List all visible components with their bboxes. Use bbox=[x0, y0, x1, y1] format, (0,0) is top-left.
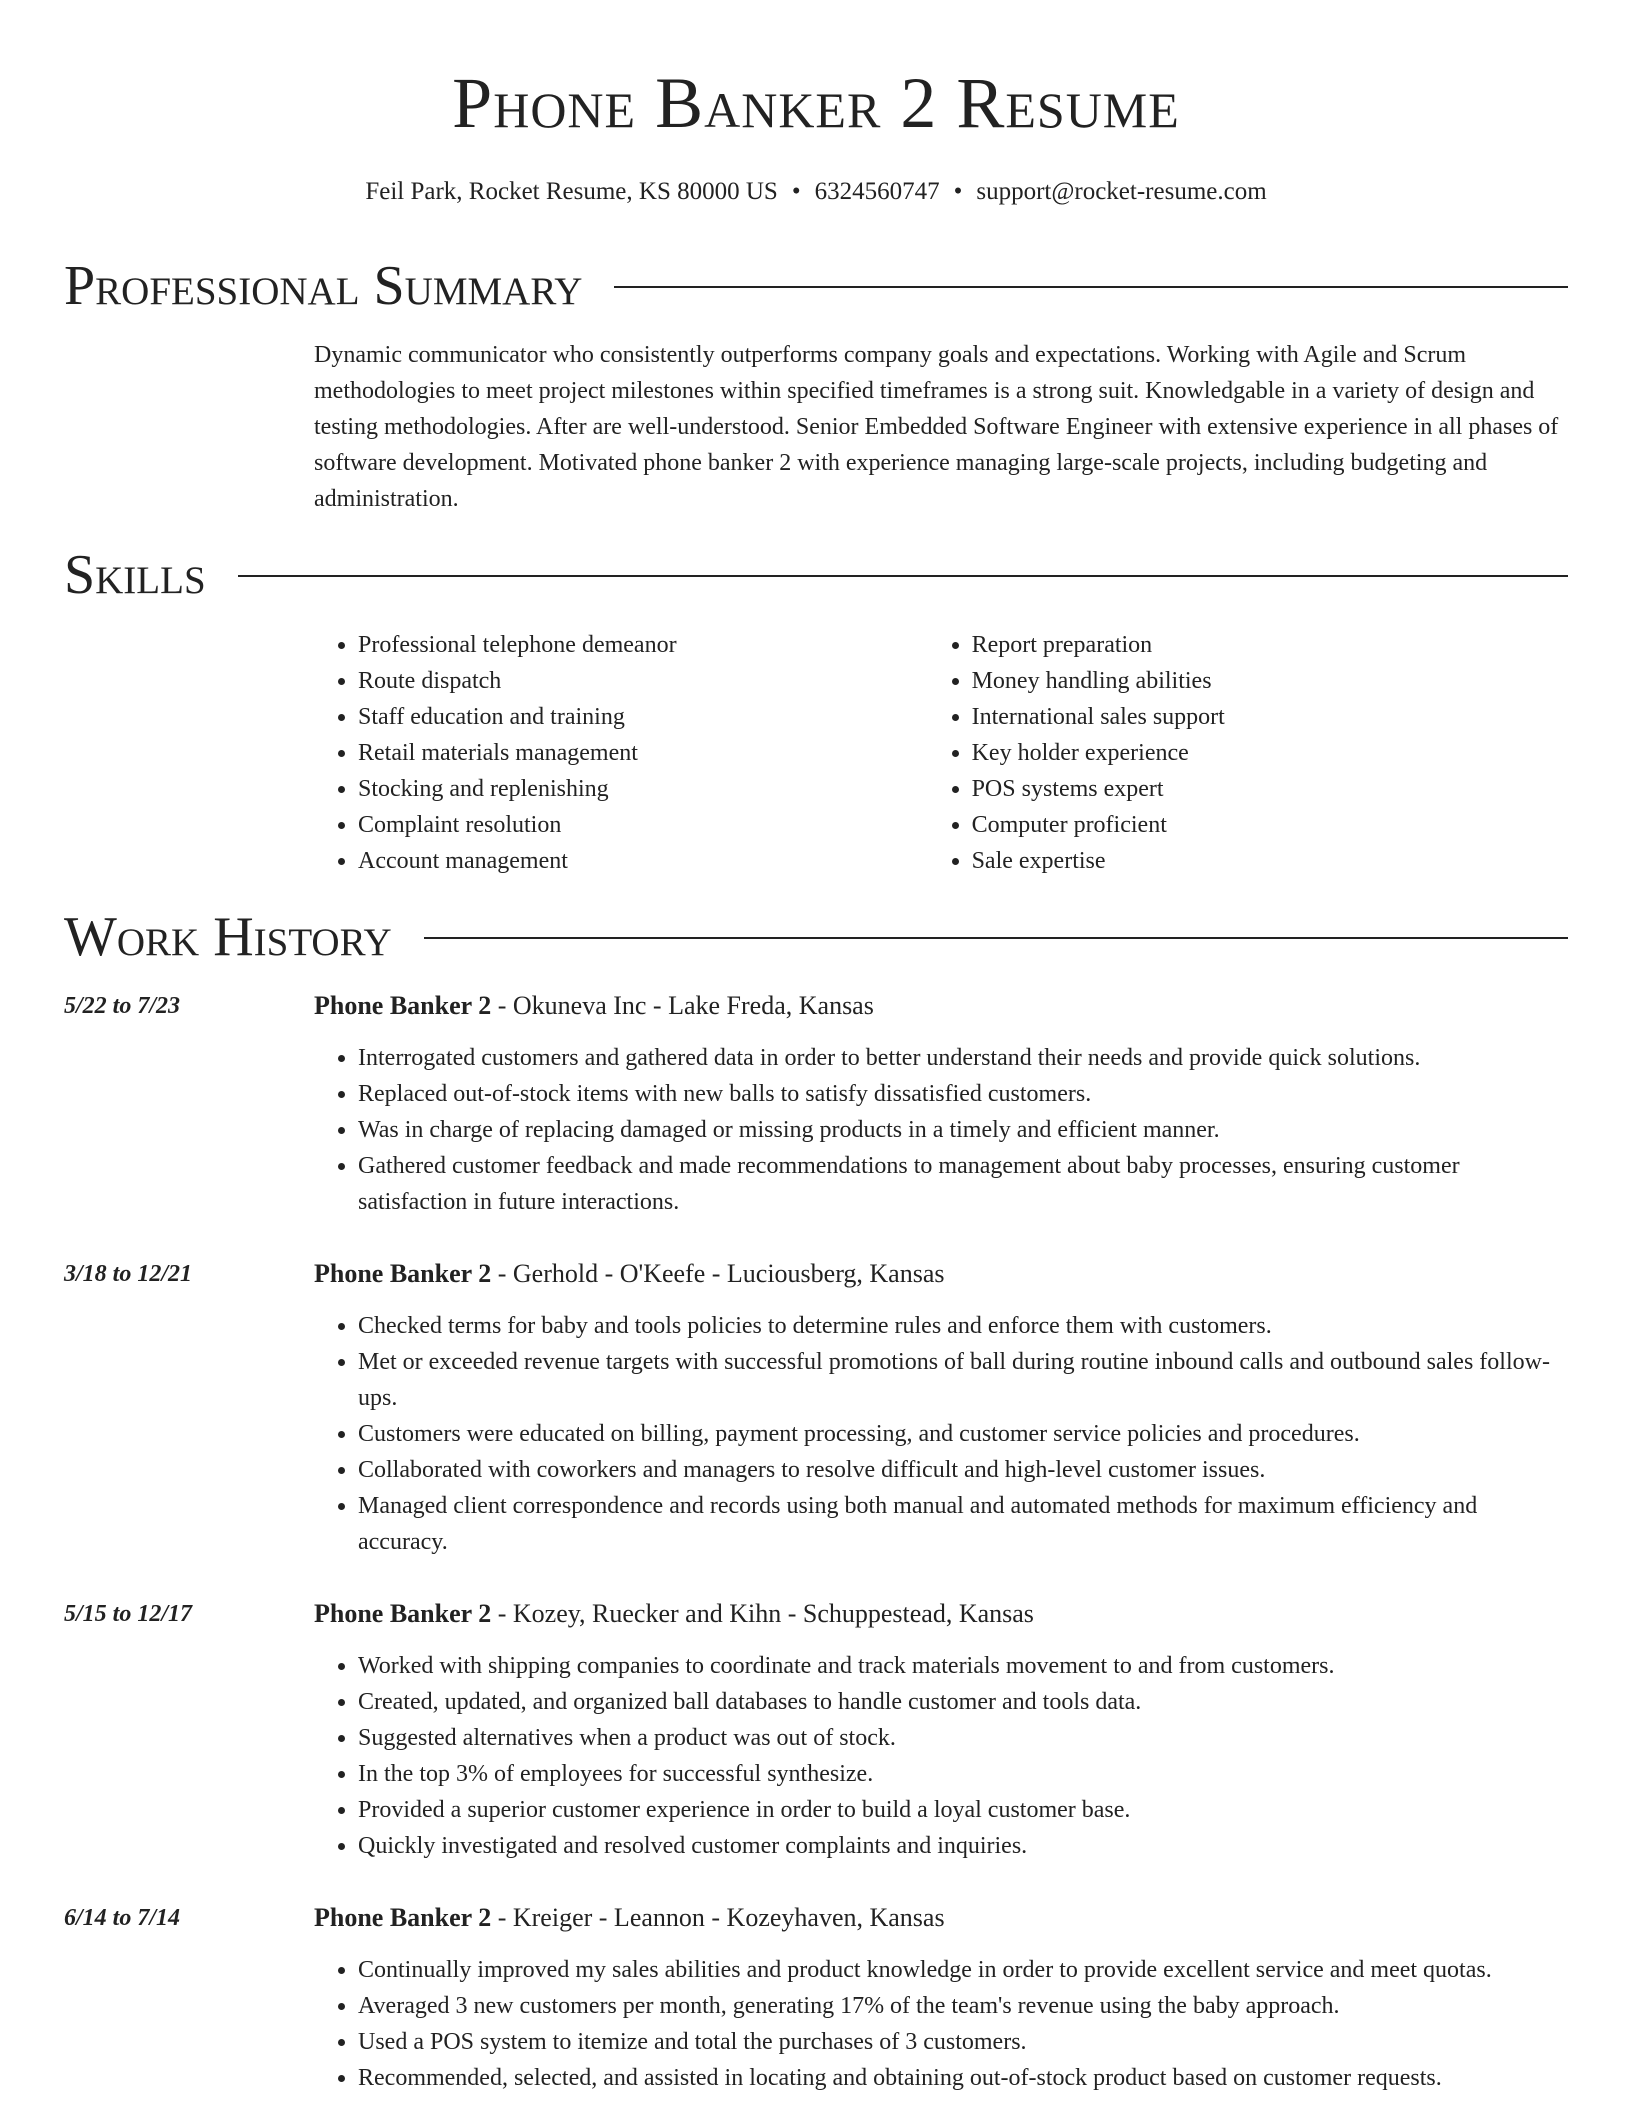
job-bullet: • Suggested alternatives when a product was out of stock. bbox=[358, 1720, 1568, 1756]
skills-column-left bbox=[314, 627, 928, 879]
job-bullet: • Created, updated, and organized ball databases to handle customer and tools data. bbox=[358, 1684, 1568, 1720]
contact-phone: 6324560747 bbox=[814, 178, 940, 205]
skills-section-title: Skills bbox=[64, 544, 206, 606]
page-title: Phone Banker 2 Resume bbox=[452, 63, 1180, 143]
job-bullet: • Met or exceeded revenue targets with successful promotions of ball during routine inbound calls and outbound sales follow-ups. bbox=[358, 1344, 1568, 1416]
job-dates: 5/15 to 12/17 bbox=[64, 1601, 193, 1627]
summary-section-title: Professional Summary bbox=[64, 255, 583, 317]
job-heading bbox=[314, 988, 874, 1024]
job-heading bbox=[314, 1256, 945, 1292]
job-heading bbox=[314, 1900, 945, 1936]
skill-item: • Retail materials management bbox=[358, 735, 928, 771]
contact-line bbox=[0, 176, 1632, 208]
job-bullet: • Worked with shipping companies to coordinate and track materials movement to and from customers. bbox=[358, 1648, 1568, 1684]
job-employer: - Kozey, Ruecker and Kihn - Schuppestead, Kansas bbox=[491, 1599, 1034, 1628]
job-bullet: • Quickly investigated and resolved customer complaints and inquiries. bbox=[358, 1828, 1568, 1864]
skill-item: • Stocking and replenishing bbox=[358, 771, 928, 807]
skill-item: • Account management bbox=[358, 843, 928, 879]
job-employer: - Gerhold - O'Keefe - Luciousberg, Kansas bbox=[491, 1259, 945, 1288]
contact-separator: • bbox=[791, 178, 801, 205]
job-bullets bbox=[314, 1952, 1568, 2096]
job-bullet: • In the top 3% of employees for successful synthesize. bbox=[358, 1756, 1568, 1792]
section-divider bbox=[614, 286, 1568, 288]
contact-email[interactable]: support@rocket-resume.com bbox=[976, 178, 1267, 205]
skills-column-right bbox=[928, 627, 1568, 879]
job-bullet: • Recommended, selected, and assisted in locating and obtaining out-of-stock product based on customer requests. bbox=[358, 2060, 1568, 2096]
job-bullet: • Collaborated with coworkers and managers to resolve difficult and high-level customer issues. bbox=[358, 1452, 1568, 1488]
skill-item: • Money handling abilities bbox=[972, 663, 1568, 699]
skill-item: • Sale expertise bbox=[972, 843, 1568, 879]
section-divider bbox=[424, 937, 1568, 939]
skill-item: • Complaint resolution bbox=[358, 807, 928, 843]
skill-item: • Computer proficient bbox=[972, 807, 1568, 843]
job-dates: 5/22 to 7/23 bbox=[64, 993, 181, 1019]
job-bullet: • Continually improved my sales abilities and product knowledge in order to provide excellent service and meet quotas. bbox=[358, 1952, 1568, 1988]
job-bullet: • Interrogated customers and gathered data in order to better understand their needs and provide quick solutions. bbox=[358, 1040, 1568, 1076]
contact-address: Feil Park, Rocket Resume, KS 80000 US bbox=[365, 178, 778, 205]
job-title: Phone Banker 2 bbox=[314, 1599, 492, 1628]
section-divider bbox=[238, 575, 1568, 577]
job-bullets bbox=[314, 1308, 1568, 1560]
skills-section-header bbox=[64, 543, 1568, 607]
job-bullet: • Provided a superior customer experience in order to build a loyal customer base. bbox=[358, 1792, 1568, 1828]
job-heading bbox=[314, 1596, 1034, 1632]
job-bullets bbox=[314, 1040, 1568, 1220]
skill-item: • International sales support bbox=[972, 699, 1568, 735]
contact-separator: • bbox=[953, 178, 963, 205]
skill-item: • Staff education and training bbox=[358, 699, 928, 735]
skills-list bbox=[314, 627, 1568, 879]
job-dates: 3/18 to 12/21 bbox=[64, 1261, 193, 1287]
skill-item: • POS systems expert bbox=[972, 771, 1568, 807]
job-employer: - Kreiger - Leannon - Kozeyhaven, Kansas bbox=[491, 1903, 945, 1932]
skill-item: • Professional telephone demeanor bbox=[358, 627, 928, 663]
job-bullet: • Gathered customer feedback and made recommendations to management about baby processes, ensuring customer satisfaction in future interactions. bbox=[358, 1148, 1568, 1220]
job-bullet: • Customers were educated on billing, payment processing, and customer service policies and procedures. bbox=[358, 1416, 1568, 1452]
job-bullet: • Managed client correspondence and records using both manual and automated methods for maximum efficiency and accuracy. bbox=[358, 1488, 1568, 1560]
job-bullets bbox=[314, 1648, 1568, 1864]
job-bullet: • Averaged 3 new customers per month, generating 17% of the team's revenue using the baby approach. bbox=[358, 1988, 1568, 2024]
job-bullet: • Was in charge of replacing damaged or missing products in a timely and efficient manner. bbox=[358, 1112, 1568, 1148]
job-bullet: • Replaced out-of-stock items with new balls to satisfy dissatisfied customers. bbox=[358, 1076, 1568, 1112]
job-title: Phone Banker 2 bbox=[314, 1259, 492, 1288]
skill-item: • Key holder experience bbox=[972, 735, 1568, 771]
job-bullet: • Used a POS system to itemize and total the purchases of 3 customers. bbox=[358, 2024, 1568, 2060]
work-section-title: Work History bbox=[64, 906, 392, 968]
summary-section-header bbox=[64, 254, 1568, 318]
job-title: Phone Banker 2 bbox=[314, 1903, 492, 1932]
job-bullet: • Checked terms for baby and tools policies to determine rules and enforce them with customers. bbox=[358, 1308, 1568, 1344]
job-dates: 6/14 to 7/14 bbox=[64, 1905, 181, 1931]
summary-text: Dynamic communicator who consistently outperforms company goals and expectations. Working with Agile and Scrum methodologies to meet project milestones within specified timeframes is a strong suit. Knowledgable in a variety of design and testing methodologies. After are well-understood. Senior Embedded Software Engineer with extensive experience in all phases of software development. Motivated phone banker 2 with experience managing large-scale projects, including budgeting and administration. bbox=[314, 342, 1559, 512]
skill-item: • Report preparation bbox=[972, 627, 1568, 663]
skill-item: • Route dispatch bbox=[358, 663, 928, 699]
job-title: Phone Banker 2 bbox=[314, 991, 492, 1020]
work-section-header bbox=[64, 905, 1568, 969]
job-employer: - Okuneva Inc - Lake Freda, Kansas bbox=[491, 991, 874, 1020]
